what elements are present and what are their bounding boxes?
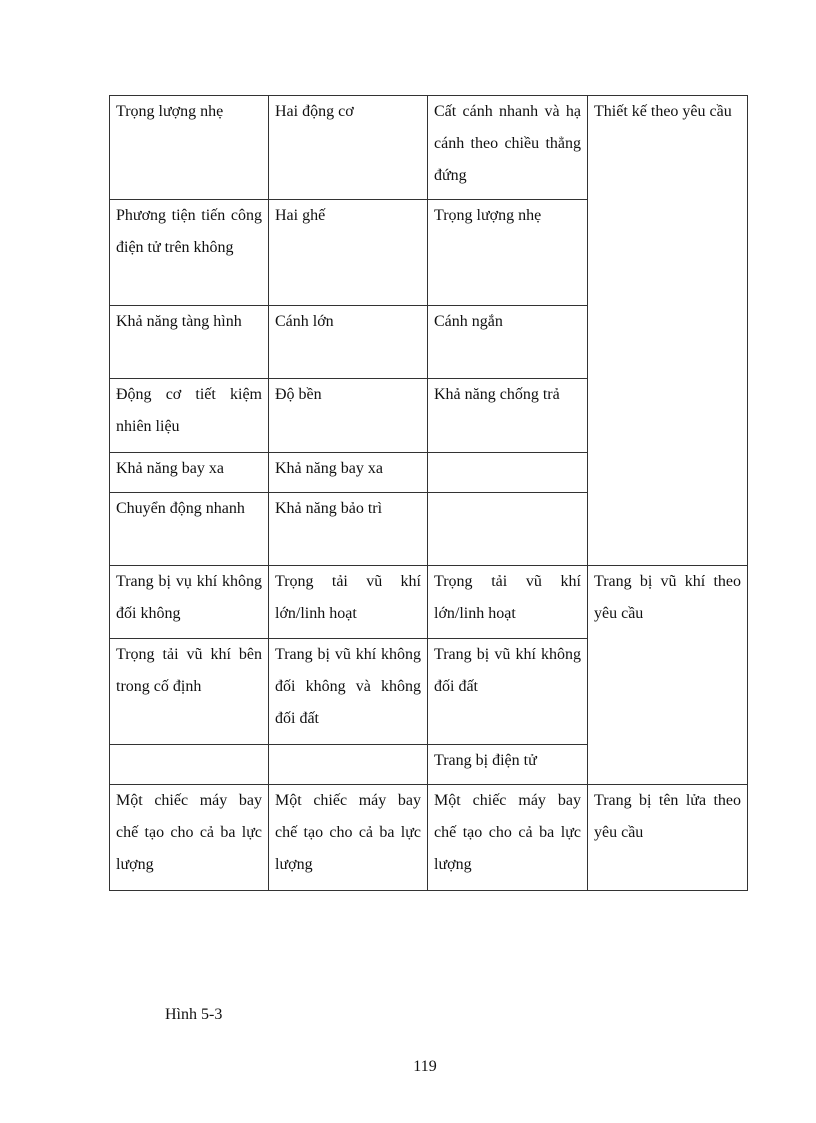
table-row (110, 96, 748, 200)
table-cell: Động cơ tiết kiệm nhiên liệu (110, 379, 269, 453)
requirements-table (109, 95, 748, 891)
table-cell: Trang bị vũ khí không đối đất (428, 639, 588, 745)
table-cell: Trọng lượng nhẹ (110, 96, 269, 200)
table-cell: Cất cánh nhanh và hạ cánh theo chiều thẳng đứng (428, 96, 588, 200)
table-cell: Trang bị vũ khí không đối không và không đối đất (269, 639, 428, 745)
table-cell: Khả năng bay xa (110, 453, 269, 493)
table-cell: Trọng tải vũ khí lớn/linh hoạt (269, 566, 428, 639)
table-cell: Hai động cơ (269, 96, 428, 200)
table-cell (269, 745, 428, 785)
table-cell: Một chiếc máy bay chế tạo cho cả ba lực lượng (428, 785, 588, 891)
table-cell: Trang bị điện tử (428, 745, 588, 785)
table-cell: Khả năng chống trả (428, 379, 588, 453)
table-cell: Một chiếc máy bay chế tạo cho cả ba lực lượng (110, 785, 269, 891)
table-cell: Trang bị vụ khí không đối không (110, 566, 269, 639)
table-cell: Cánh ngắn (428, 306, 588, 379)
table-cell (428, 493, 588, 566)
table-cell: Khả năng bảo trì (269, 493, 428, 566)
table-cell: Thiết kế theo yêu cầu (588, 96, 748, 566)
table-cell: Trọng lượng nhẹ (428, 200, 588, 306)
table-cell: Độ bền (269, 379, 428, 453)
table-cell: Hai ghế (269, 200, 428, 306)
table-cell (428, 453, 588, 493)
table-row (110, 566, 748, 639)
table-cell: Khả năng bay xa (269, 453, 428, 493)
table-cell: Chuyển động nhanh (110, 493, 269, 566)
table-cell: Một chiếc máy bay chế tạo cho cả ba lực lượng (269, 785, 428, 891)
table-cell: Trang bị vũ khí theo yêu cầu (588, 566, 748, 785)
table-cell: Trọng tải vũ khí lớn/linh hoạt (428, 566, 588, 639)
table-cell (110, 745, 269, 785)
table-cell: Khả năng tàng hình (110, 306, 269, 379)
page-number: 119 (413, 1058, 437, 1075)
table-cell: Trang bị tên lửa theo yêu cầu (588, 785, 748, 891)
table-cell: Trọng tải vũ khí bên trong cố định (110, 639, 269, 745)
figure-caption: Hình 5-3 (165, 1006, 223, 1023)
table-cell: Cánh lớn (269, 306, 428, 379)
table-row (110, 785, 748, 891)
table-cell: Phương tiện tiến công điện tử trên không (110, 200, 269, 306)
